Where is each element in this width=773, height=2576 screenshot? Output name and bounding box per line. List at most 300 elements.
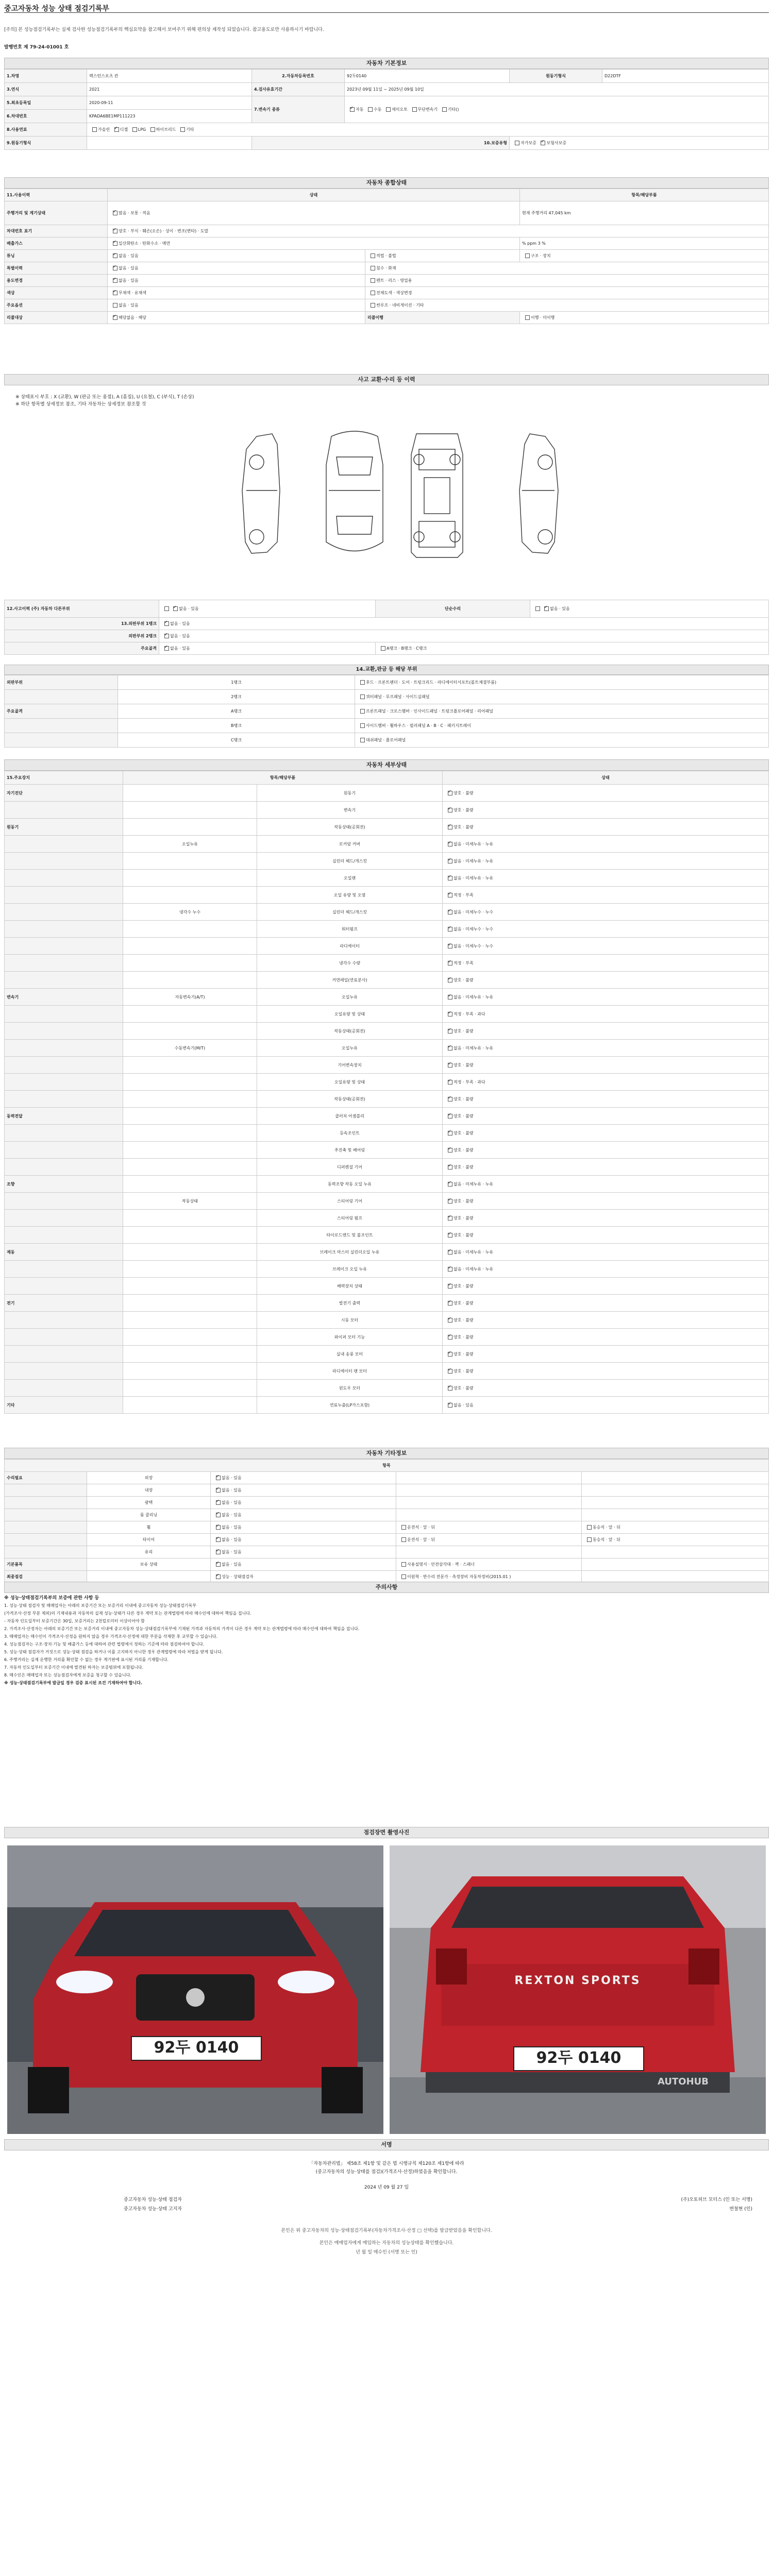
state-cell [211, 1509, 396, 1521]
checkbox[interactable] [401, 1562, 406, 1567]
rear-badge: REXTON SPORTS [514, 1974, 641, 1987]
general-label: 주요옵션 [5, 299, 108, 312]
checkbox[interactable] [412, 107, 417, 112]
state-options: 없음 · 미세누수 · 누수 [453, 909, 494, 914]
checkbox[interactable] [448, 961, 452, 965]
table-cell: 라디에이터 팬 모터 [257, 1363, 443, 1380]
checkbox[interactable] [180, 127, 185, 132]
checkbox[interactable] [448, 1267, 452, 1272]
general-state [365, 287, 769, 299]
checkbox[interactable] [448, 1063, 452, 1067]
table-cell: 스티어링 기어 [257, 1193, 443, 1210]
checkbox[interactable] [448, 1182, 452, 1187]
checkbox[interactable] [448, 1199, 452, 1204]
state-cell [211, 1521, 396, 1534]
state-options: 없음 · 있음 [119, 266, 139, 270]
table-row [5, 921, 769, 938]
checkbox[interactable] [448, 1386, 452, 1391]
accident-label: 13.외판부위 1랭크 [5, 618, 159, 630]
table-cell: 수동변속기(M/T) [123, 1040, 257, 1057]
table-row [5, 1363, 769, 1380]
accident-label: 12.사고이력 (주) 자동차 다른부위 [5, 600, 159, 618]
table-cell: 유리 [87, 1546, 211, 1558]
checkbox[interactable] [448, 1012, 452, 1016]
checkbox[interactable] [587, 1525, 592, 1530]
checkbox[interactable] [371, 253, 375, 258]
state-options: 무채색 · 유채색 [119, 291, 146, 295]
table-cell [5, 904, 123, 921]
other-head: 항목 [5, 1460, 769, 1472]
checkbox[interactable] [448, 1233, 452, 1238]
state-options: 일산화탄소 · 탄화수소 · 매연 [119, 241, 171, 246]
state-options: 많음 · 보통 · 적음 [119, 211, 150, 215]
sign-left-2: 중고자동차 성능·상태 고지자 [124, 2207, 182, 2212]
checkbox[interactable] [350, 107, 355, 112]
state-options: 없음 · 있음 [170, 634, 190, 638]
checkbox[interactable] [448, 1369, 452, 1374]
checkbox[interactable] [368, 107, 373, 112]
state-cell [211, 1571, 396, 1583]
state-options: 양호 · 불량 [453, 1334, 474, 1340]
state-options: 양호 · 불량 [453, 1198, 474, 1204]
checkbox[interactable] [164, 646, 169, 651]
checkbox[interactable] [448, 910, 452, 914]
checkbox[interactable] [401, 1525, 406, 1530]
table-cell [5, 1521, 87, 1534]
sign-line: 「자동차관리법」 제58조 제1항 및 같은 법 시행규칙 제120조 제1항에 따라 [309, 2161, 464, 2166]
table-cell [5, 1380, 123, 1397]
table-cell [123, 1380, 257, 1397]
checkbox[interactable] [216, 1488, 221, 1493]
basic-value: 2020-09-11 [87, 96, 252, 110]
general-label: 용도변경 [5, 275, 108, 287]
section-other: 자동차 기타정보 [4, 1448, 769, 1459]
option-label: 하이브리드 [156, 127, 176, 132]
state-options: 양호 · 불량 [453, 1096, 474, 1101]
table-cell: 로커암 커버 [257, 836, 443, 853]
checkbox[interactable] [173, 606, 178, 611]
state-options: 적정 · 부족 · 과다 [453, 1079, 485, 1084]
table-cell [396, 1509, 582, 1521]
checkbox[interactable] [216, 1513, 221, 1517]
parts-subheader: 14.교환,판금 등 해당 부위 [4, 665, 769, 675]
car-top-figure [326, 431, 383, 551]
basic-label: 8.사용연료 [5, 123, 87, 137]
checkbox[interactable] [448, 859, 452, 863]
checkbox[interactable] [587, 1537, 592, 1542]
checkbox[interactable] [92, 127, 97, 132]
state-cell [443, 802, 769, 819]
general-label: 차대번호 표기 [5, 225, 108, 238]
table-cell [123, 1295, 257, 1312]
checkbox[interactable] [448, 1148, 452, 1153]
table-cell [5, 1546, 87, 1558]
buyer-line: 본인은 매매업자에게 매입하는 자동차의 성능상태를 확인했습니다. [319, 2241, 454, 2246]
table-cell: 연료누출(LP가스포함) [257, 1397, 443, 1414]
checkbox[interactable] [386, 107, 391, 112]
checkbox[interactable] [164, 621, 169, 626]
checkbox[interactable] [515, 141, 519, 145]
table-row [5, 1244, 769, 1261]
option-label: 자동 [356, 107, 364, 112]
checkbox[interactable] [448, 995, 452, 999]
table-cell [5, 1278, 123, 1295]
checkbox[interactable] [113, 266, 117, 270]
checkbox[interactable] [401, 1574, 406, 1579]
checkbox[interactable] [371, 278, 375, 283]
state-options: 양호 · 불량 [453, 1147, 474, 1153]
table-cell: 배력장치 상태 [257, 1278, 443, 1295]
table-cell: 냉각수 누수 [123, 904, 257, 921]
buyer-line: 본인은 위 중고자동차의 성능·상태점검기록부(자동차가격조사·산정 □ 선택)를 발급받았음을 확인합니다. [281, 2228, 492, 2233]
checkbox[interactable] [448, 1403, 452, 1408]
checkbox[interactable] [216, 1476, 221, 1480]
checkbox[interactable] [525, 253, 530, 258]
caution-item: 6. 주행거리는 실제 운행한 거리를 확인할 수 없는 경우 계기판에 표시된 거리를 기재합니다. [4, 1657, 169, 1662]
state-cell [396, 1571, 582, 1583]
checkbox[interactable] [381, 646, 385, 651]
checkbox[interactable] [448, 1165, 452, 1170]
accident-state [530, 600, 769, 618]
caution-title: ※ 성능·상태점검기록부의 보증에 관한 사항 등 [4, 1596, 99, 1601]
parts-list [355, 690, 769, 704]
table-row [5, 819, 769, 836]
accident-state [159, 618, 769, 630]
state-options: 없음 · 있음 [222, 1537, 242, 1542]
basic-value: 2021 [87, 83, 252, 96]
transmission-options [345, 96, 769, 123]
section-photos: 점검장면 촬영사진 [4, 1827, 769, 1838]
table-row [5, 836, 769, 853]
checkbox[interactable] [448, 808, 452, 812]
table-row [5, 1312, 769, 1329]
table-cell [123, 1261, 257, 1278]
state-cell [211, 1558, 396, 1571]
general-state [108, 201, 520, 225]
basic-value: 92두0140 [345, 70, 510, 83]
table-cell [582, 1558, 769, 1571]
table-cell: 자기진단 [5, 785, 123, 802]
checkbox[interactable] [448, 944, 452, 948]
checkbox[interactable] [113, 315, 117, 320]
checkbox[interactable] [371, 266, 375, 270]
checkbox[interactable] [448, 1284, 452, 1289]
table-cell [5, 938, 123, 955]
basic-label: 2.자동차등록번호 [252, 70, 345, 83]
table-row [5, 1380, 769, 1397]
table-row [5, 989, 769, 1006]
state-options: 전체도색 · 색상변경 [376, 291, 412, 295]
table-cell: 오일누유 [123, 836, 257, 853]
parts-group [5, 719, 118, 733]
checkbox[interactable] [216, 1562, 221, 1567]
photo-rear [390, 1845, 766, 2134]
table-cell: 와이퍼 모터 기능 [257, 1329, 443, 1346]
accident-state [159, 600, 376, 618]
state-cell [211, 1472, 396, 1484]
parts-group: 외판부위 [5, 675, 118, 690]
buyer-line: 년 월 일 매수인 (서명 또는 인) [356, 2250, 417, 2255]
state-options: 없음 · 있음 [222, 1500, 242, 1505]
basic-label: 10.보증유형 [252, 137, 510, 150]
table-cell: 광택 [87, 1497, 211, 1509]
table-row [5, 853, 769, 870]
table-row [5, 972, 769, 989]
checkbox[interactable] [114, 127, 119, 132]
state-options: 양호 · 불량 [453, 790, 474, 795]
fuel-options [87, 123, 769, 137]
table-row [5, 1006, 769, 1023]
state-options: 양호 · 불량 [453, 1113, 474, 1118]
state-options: 없음 · 미세누수 · 누수 [453, 943, 494, 948]
checkbox[interactable] [541, 141, 545, 145]
parts-items: 쿼터패널 · 루프패널 · 사이드실패널 [366, 694, 430, 699]
table-cell: 기타 [5, 1397, 123, 1414]
table-cell: 오일유량 및 상태 [257, 1006, 443, 1023]
checkbox[interactable] [448, 1046, 452, 1050]
table-cell: 커먼레일(연료분사) [257, 972, 443, 989]
checkbox[interactable] [113, 253, 117, 258]
table-cell: 작동상태 [123, 1193, 257, 1210]
table-cell [5, 921, 123, 938]
table-cell: 최종점검 [5, 1571, 87, 1583]
table-cell [123, 1108, 257, 1125]
table-cell: 보유 상태 [87, 1558, 211, 1571]
state-options: 양호 · 불량 [453, 1232, 474, 1238]
state-options: 없음 · 있음 [222, 1525, 242, 1530]
parts-rank: A랭크 [118, 704, 355, 719]
accident-state [159, 642, 376, 655]
checkbox[interactable] [360, 738, 365, 742]
checkbox[interactable] [448, 1216, 452, 1221]
caution-item: (가격조사·산정 부분 제외)의 기재내용과 자동차의 실제 성능·상태가 다른 경우 계약 또는 관계법령에 따라 매수인에 대하여 책임을 집니다. [4, 1611, 251, 1616]
table-cell: 디퍼렌셜 기어 [257, 1159, 443, 1176]
table-cell [582, 1472, 769, 1484]
table-cell [5, 1484, 87, 1497]
table-cell: 실내 송풍 모터 [257, 1346, 443, 1363]
table-cell [5, 1329, 123, 1346]
table-cell [5, 1142, 123, 1159]
checkbox[interactable] [113, 229, 117, 233]
general-head: 상태 [108, 189, 520, 201]
checkbox[interactable] [113, 211, 117, 215]
table-row [5, 1397, 769, 1414]
table-cell: 브레이크 마스터 실린더오일 누유 [257, 1244, 443, 1261]
table-cell: 자동변속기(A/T) [123, 989, 257, 1006]
state-options: 양호 · 불량 [453, 1062, 474, 1067]
parts-list [355, 704, 769, 719]
checkbox[interactable] [448, 1097, 452, 1101]
option-label: 가솔린 [98, 127, 110, 132]
state-options: 적정 · 부족 [453, 892, 474, 897]
checkbox[interactable] [371, 291, 375, 295]
checkbox[interactable] [448, 1301, 452, 1306]
accident-state [376, 642, 769, 655]
table-cell: 브레이크 오일 누유 [257, 1261, 443, 1278]
table-row [5, 1534, 769, 1546]
legend-line: ※ 상태표시 부호 : X (교환), W (판금 또는 용접), A (흠집), U (요철), C (부식), T (손상) [15, 395, 194, 400]
checkbox[interactable] [216, 1525, 221, 1530]
checkbox[interactable] [448, 927, 452, 931]
general-state [365, 275, 769, 287]
general-state [365, 299, 769, 312]
state-options: 양호 · 불량 [453, 1300, 474, 1306]
table-cell [5, 802, 123, 819]
checkbox[interactable] [216, 1500, 221, 1505]
table-cell: 오일팬 [257, 870, 443, 887]
checkbox[interactable] [448, 1029, 452, 1033]
option-label: LPG [138, 127, 146, 132]
checkbox[interactable] [113, 241, 117, 246]
caution-item: 1. 성능·상태 점검자 및 매매업자는 아래의 보증기간 또는 보증거리 이내에 중고자동차 성능·상태점검기록부 [4, 1603, 196, 1608]
table-cell: 워터펌프 [257, 921, 443, 938]
checkbox[interactable] [113, 278, 117, 283]
state-cell [443, 1057, 769, 1074]
table-cell [5, 836, 123, 853]
checkbox[interactable] [150, 127, 155, 132]
table-cell [123, 1125, 257, 1142]
table-cell [123, 1227, 257, 1244]
general-state [108, 238, 520, 250]
table-cell: 제동 [5, 1244, 123, 1261]
state-options: 양호 · 불량 [453, 1317, 474, 1323]
table-cell [123, 802, 257, 819]
table-cell [5, 1125, 123, 1142]
checkbox[interactable] [442, 107, 447, 112]
general-value: % ppm 3 % [520, 238, 769, 250]
checkbox[interactable] [448, 893, 452, 897]
state-options: 양호 · 불량 [453, 807, 474, 812]
section-accident: 사고 교환·수리 등 이력 [4, 374, 769, 385]
basic-label: 7.변속기 종류 [252, 96, 345, 123]
checkbox[interactable] [448, 825, 452, 829]
checkbox[interactable] [360, 723, 365, 728]
checkbox[interactable] [132, 127, 137, 132]
table-row [5, 1091, 769, 1108]
parts-items: 대쉬패널 · 플로어패널 [366, 738, 406, 742]
basic-value: 2023년 09월 11일 ~ 2025년 09월 10일 [345, 83, 769, 96]
basic-table [4, 69, 769, 150]
table-row [5, 785, 769, 802]
table-cell: 조향 [5, 1176, 123, 1193]
checkbox[interactable] [448, 876, 452, 880]
table-row [5, 1159, 769, 1176]
table-cell: 오일 유량 및 오염 [257, 887, 443, 904]
checkbox[interactable] [535, 606, 540, 611]
checkbox[interactable] [113, 303, 117, 308]
option-label: 무단변속기 [417, 107, 438, 112]
table-cell [123, 1091, 257, 1108]
accident-label: 외판부위 2랭크 [5, 630, 159, 642]
notice-text: [주의] 본 성능점검기록부는 실제 검사한 성능점검기록부의 핵심요약을 참고해서 보여주기 위해 편의상 재작성 되었습니다. 참고용도로만 사용하시기 바랍니다. [4, 27, 324, 32]
table-cell: 수리필요 [5, 1472, 87, 1484]
checkbox[interactable] [113, 291, 117, 295]
option-label: 기타 [186, 127, 194, 132]
detail-head: 항목/해당부품 [123, 771, 443, 785]
checkbox[interactable] [360, 680, 365, 685]
checkbox[interactable] [448, 1114, 452, 1118]
section-signature: 서명 [4, 2139, 769, 2150]
state-options: 없음 · 미세누유 · 누유 [453, 1045, 494, 1050]
checkbox[interactable] [448, 1131, 452, 1136]
table-cell [123, 1210, 257, 1227]
checkbox[interactable] [371, 303, 375, 308]
state-options: 없음 · 있음 [222, 1476, 242, 1480]
general-label: 색상 [5, 287, 108, 299]
parts-rank: C랭크 [118, 733, 355, 748]
rear-plate: 92두 0140 [513, 2046, 644, 2071]
table-cell: 동력조향 작동 오일 누유 [257, 1176, 443, 1193]
checkbox[interactable] [360, 709, 365, 714]
table-row [5, 1497, 769, 1509]
state-options: 썬루프 · 네비게이션 · 기타 [376, 303, 424, 308]
state-options: 동승석 · 앞 · 뒤 [593, 1537, 620, 1542]
table-cell [5, 887, 123, 904]
table-cell [5, 1040, 123, 1057]
checkbox[interactable] [401, 1537, 406, 1542]
state-options: 없음 · 있음 [170, 646, 190, 651]
table-cell [123, 972, 257, 989]
table-cell: 추진축 및 베어링 [257, 1142, 443, 1159]
table-cell [87, 1571, 211, 1583]
car-side-left-figure [242, 434, 280, 553]
checkbox[interactable] [216, 1550, 221, 1554]
state-cell [211, 1534, 396, 1546]
checkbox[interactable] [216, 1574, 221, 1579]
basic-label: 원동기형식 [510, 70, 602, 83]
table-row [5, 1023, 769, 1040]
parts-group: 주요골격 [5, 704, 118, 719]
general-state [108, 312, 365, 324]
checkbox[interactable] [164, 606, 169, 611]
state-options: 침수 · 화재 [376, 266, 396, 270]
option-label: 세미오토 [392, 107, 408, 112]
table-cell: 오일누유 [257, 989, 443, 1006]
checkbox[interactable] [448, 1335, 452, 1340]
checkbox[interactable] [448, 791, 452, 795]
state-options: 없음 · 있음 [222, 1562, 242, 1567]
state-cell [443, 1176, 769, 1193]
table-cell [123, 1346, 257, 1363]
checkbox[interactable] [448, 1318, 452, 1323]
table-cell [123, 1006, 257, 1023]
caution-item: ※ 성능·상태점검기록부에 발급일 경우 검증 표시된 조건 기재하여야 합니다. [4, 1681, 142, 1685]
checkbox[interactable] [448, 842, 452, 846]
checkbox[interactable] [525, 315, 530, 320]
table-cell [5, 1023, 123, 1040]
table-row [5, 1329, 769, 1346]
state-cell [443, 819, 769, 836]
checkbox[interactable] [448, 1250, 452, 1255]
option-label: 수동 [374, 107, 382, 112]
checkbox[interactable] [448, 1352, 452, 1357]
checkbox[interactable] [360, 694, 365, 699]
state-cell [443, 1091, 769, 1108]
table-cell [5, 972, 123, 989]
table-cell [5, 870, 123, 887]
table-cell: 기어변속장치 [257, 1057, 443, 1074]
table-cell: 실린더 헤드/개스킷 [257, 853, 443, 870]
state-cell [211, 1484, 396, 1497]
checkbox[interactable] [164, 634, 169, 638]
checkbox[interactable] [448, 978, 452, 982]
title-divider [4, 12, 769, 13]
checkbox[interactable] [216, 1537, 221, 1542]
checkbox[interactable] [544, 606, 549, 611]
state-options: 없음 · 미세누유 · 누유 [453, 1266, 494, 1272]
checkbox[interactable] [448, 1080, 452, 1084]
state-cell [396, 1521, 582, 1534]
